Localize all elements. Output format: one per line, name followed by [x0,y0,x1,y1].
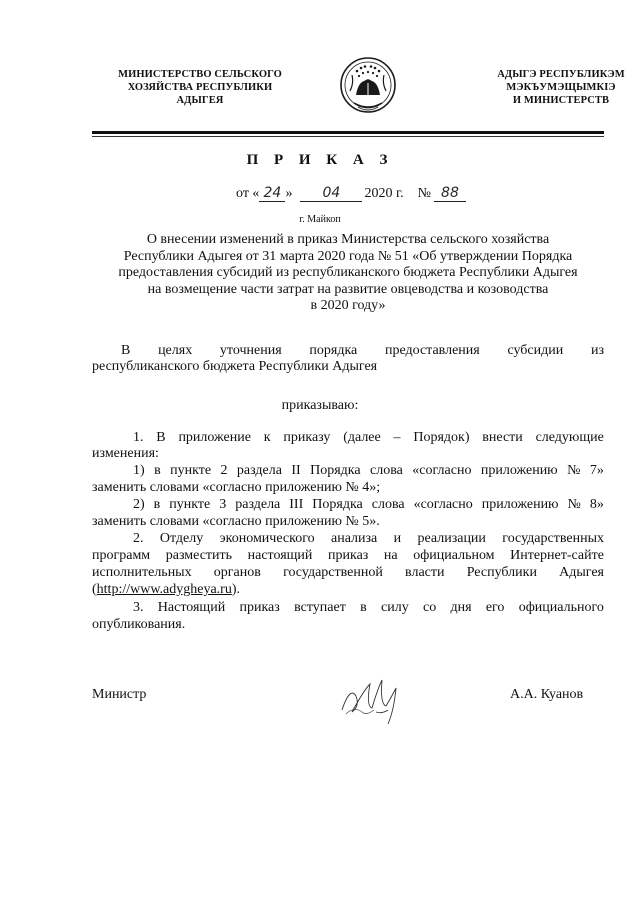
word: В [121,343,131,358]
word: III [289,497,304,512]
header-left-line: ХОЗЯЙСТВА РЕСПУБЛИКИ [127,82,273,93]
word: субсидии [507,343,564,358]
item-3-line-1 [133,600,604,616]
word: 3 [219,497,227,512]
subject-line: Республики Адыгея от 31 марта 2020 года № 51 «Об утверждении Порядка [123,248,573,264]
word: из [590,343,604,358]
handwritten-signature-icon [336,666,416,730]
word: дня [450,600,472,615]
word: на [383,548,398,563]
date-day-handwritten: 24 [259,186,285,202]
word: со [422,600,437,615]
item-2-line-2 [92,548,604,564]
word: приложению [481,497,559,512]
word: В [156,430,166,445]
word: экономического [219,531,315,546]
paren-close: ). [231,582,241,597]
item-1-1-line-1 [133,463,604,479]
order-word: приказываю: [281,398,359,413]
word: к [263,430,271,445]
number-sign: № [417,186,431,201]
signatory-name: А.А. Куанов [510,687,584,702]
word: пункте [170,463,212,478]
word: Отделу [159,531,204,546]
word: внести [482,430,523,445]
subject-line: предоставления субсидий из республиканского бюджета Республики Адыгея [118,265,578,281]
header-right-line: МЭКЪУМЭЩЫМКIЭ [506,82,616,93]
header-right-line: И МИНИСТЕРСТВ [512,95,610,106]
date-quote-close: » [285,186,293,201]
word: раздела [236,463,282,478]
word: программ [92,548,151,563]
word: анализа [330,531,378,546]
word: уточнения [219,343,282,358]
website-link[interactable]: http://www.adygheya.ru [96,582,232,597]
preamble-line-2: республиканского бюджета Республики Адыгея [92,359,378,374]
document-title: П Р И К А З [246,152,394,168]
item-1-1-line-2: заменить словами «согласно приложению № 4»; [92,480,381,495]
word: исполнительных [92,565,192,580]
word: «согласно [413,497,473,512]
word: и [393,531,402,546]
word: органов [213,565,261,580]
word: 1) [133,463,145,478]
subject-line: на возмещение части затрат на развитие овцеводства и козоводства [147,281,549,297]
word: приказ [239,600,280,615]
date-year: 2020 г. [364,186,404,201]
subject-line: в 2020 году» [310,298,386,314]
order-number-handwritten: 88 [434,186,466,202]
city-label: г. Майкоп [299,214,341,225]
word: «согласно [412,463,472,478]
word: Порядка [310,463,361,478]
subject-block [92,232,604,315]
word: 7» [589,463,604,478]
word: 3. [133,600,144,615]
subject-line: О внесении изменений в приказ Министерства сельского хозяйства [146,232,550,247]
word: в [153,497,161,512]
word: его [485,600,505,615]
header-right-ministry-name [476,68,640,107]
word: 2. [133,531,144,546]
header-divider-thick [92,131,604,134]
preamble-line-1 [121,343,604,359]
word: Порядок) [413,430,470,445]
word: Настоящий [157,600,226,615]
word: силу [381,600,409,615]
word: – [393,430,401,445]
word: разместить [165,548,233,563]
word: приложению [480,463,558,478]
word: официальном [413,548,495,563]
word: слова [370,463,403,478]
word: в [154,463,161,478]
word: реализации [417,531,486,546]
word: (далее [343,430,381,445]
word: Порядка [312,497,363,512]
item-3-line-2: опубликования. [92,617,186,632]
word: Республики [466,565,537,580]
word: приложение [178,430,251,445]
word: 2) [133,497,145,512]
word: государственной [283,565,383,580]
date-number-line [236,186,466,202]
header-left-line: АДЫГЕЯ [176,95,224,106]
word: государственных [502,531,604,546]
item-2-line-3 [92,565,604,581]
date-prefix: от « [236,186,260,201]
word: власти [405,565,445,580]
item-1-line-2: изменения: [92,446,159,461]
word: целях [158,343,193,358]
header-right-line: АДЫГЭ РЕСПУБЛИКЭМ [497,69,625,80]
word: 8» [589,497,604,512]
word: вступает [294,600,346,615]
item-2-line-1 [133,531,604,547]
word: слова [371,497,405,512]
header-divider-thin [92,136,604,137]
item-2-line-4 [92,582,240,598]
coat-of-arms-adygea-icon [338,55,398,119]
word: официального [518,600,604,615]
word: приказу [283,430,331,445]
paren-open: ( [92,582,97,597]
word: настоящий [247,548,313,563]
word: 2 [220,463,228,478]
word: II [291,463,301,478]
word: Интернет-сайте [510,548,604,563]
item-1-2-line-1 [133,497,604,513]
word: в [360,600,367,615]
word: 1. [133,430,144,445]
word: № [567,463,581,478]
header-left-line: МИНИСТЕРСТВО СЕЛЬСКОГО [118,69,282,80]
word: приказ [328,548,369,563]
word: раздела [235,497,281,512]
signatory-position: Министр [92,687,147,702]
word: порядка [309,343,358,358]
header-left-ministry-name [100,68,300,107]
word: следующие [535,430,604,445]
date-month-handwritten: 04 [300,186,362,202]
word: предоставления [384,343,480,358]
item-1-2-line-2: заменить словами «согласно приложению № 5». [92,514,380,529]
word: пункте [169,497,211,512]
word: Адыгея [559,565,604,580]
item-1-line-1 [133,430,604,446]
word: № [567,497,581,512]
